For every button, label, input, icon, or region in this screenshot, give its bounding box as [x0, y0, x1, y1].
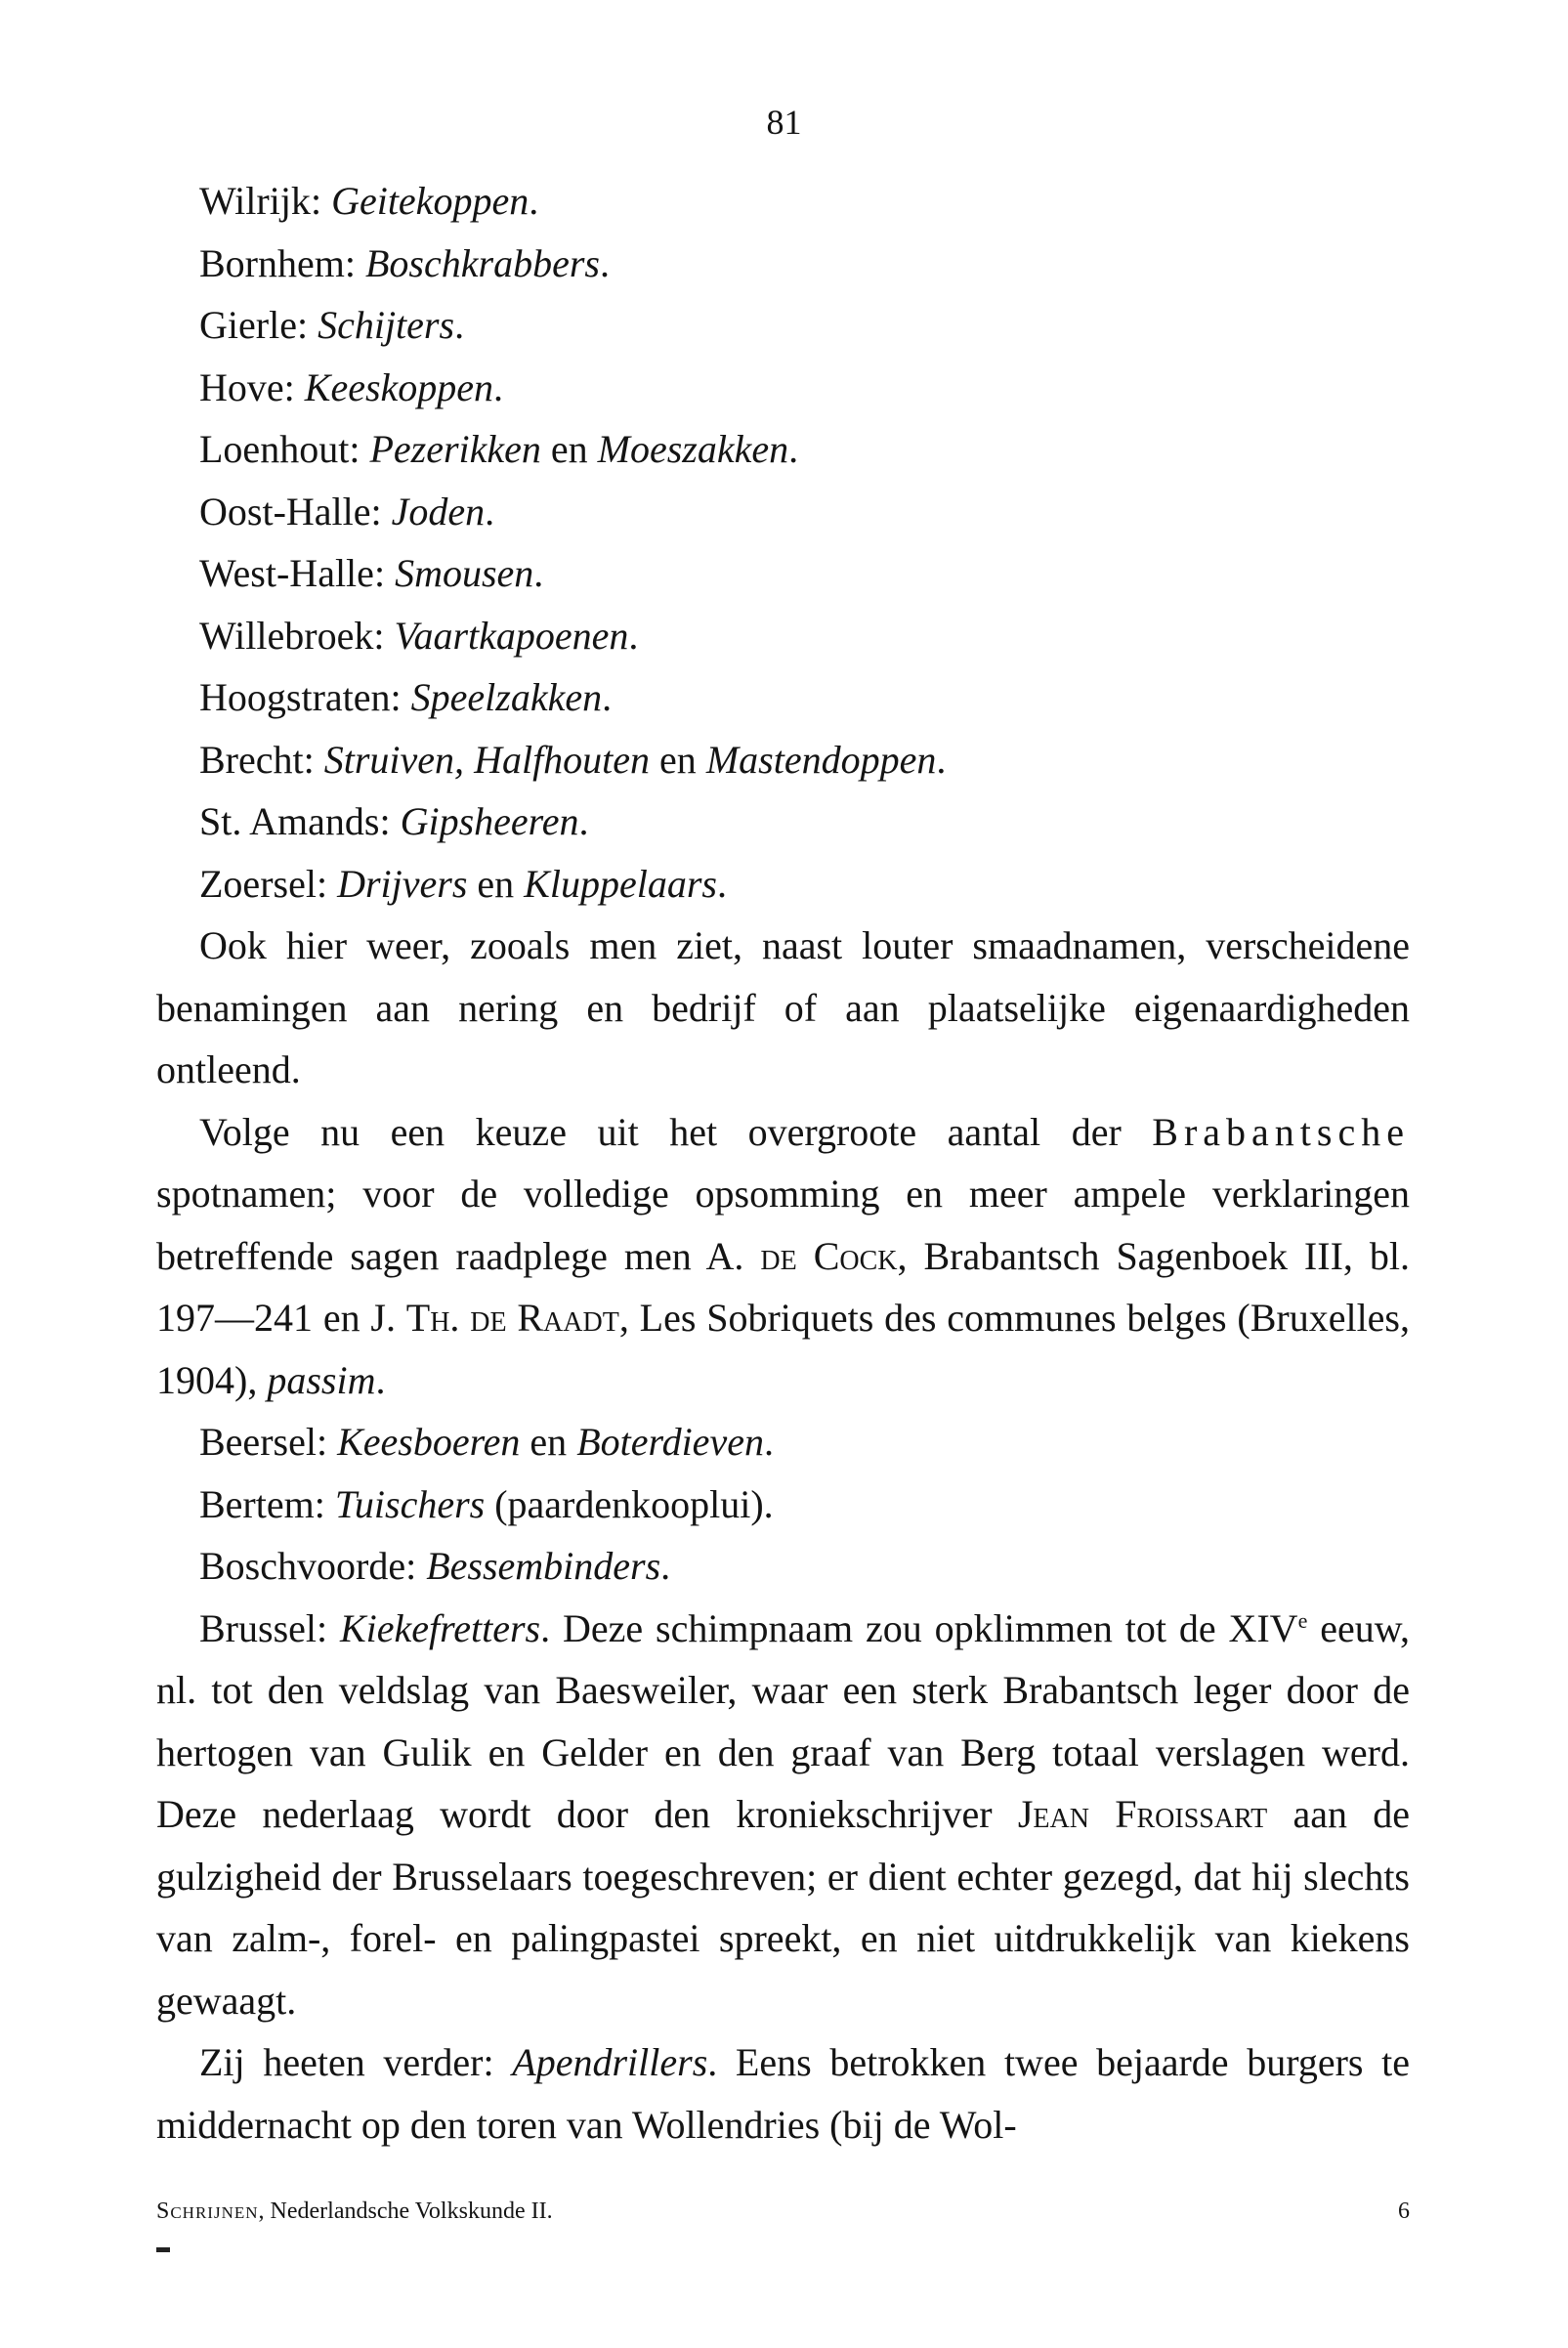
name-join: en — [540, 427, 598, 471]
nickname: Smousen — [395, 551, 534, 595]
brussel-place: Brussel — [199, 1605, 317, 1650]
para4-text-2: Eens betrokken twee bejaarde burgers te middernacht op den toren van Wollendries (bij de Wol- — [156, 2040, 1410, 2147]
nickname-entry: Bornhem: Boschkrabbers. — [199, 240, 610, 285]
author-de-cock: de Cock — [760, 1233, 898, 1278]
para3-text-2: eeuw, nl. tot den veldslag van Baesweiler, waar een sterk Brabantsch leger door de hertogen van Gulik en Gelder en den graaf van Berg totaal verslagen werd. Deze nederlaag wordt door den kroniekschrijver — [156, 1605, 1410, 1836]
nickname: Halfhouten — [474, 737, 651, 782]
place-name: Bornhem — [199, 240, 345, 285]
para2-text-4: , Les Sobriquets des communes belges (Bruxelles, 1904), — [156, 1296, 1410, 1402]
author-de-raadt: Th. de Raadt — [405, 1296, 619, 1340]
entry-note: (paardenkooplui). — [485, 1481, 774, 1526]
footer-author: Schrijnen — [156, 2199, 259, 2224]
nickname: Struiven, — [323, 737, 465, 782]
nickname-entry: Beersel: Keesboeren en Boterdieven. — [199, 1420, 774, 1464]
nickname: Speelzakken — [410, 675, 603, 719]
place-name: Wilrijk — [199, 179, 311, 223]
para3-text-3: aan de gulzigheid der Brusselaars toegeschreven; er dient echter gezegd, dat hij slechts van zalm-, forel- en palingpastei spreekt, en niet uitdrukkelijk van kiekens gewaagt. — [156, 1792, 1411, 2023]
place-name: Boschvoorde — [199, 1544, 406, 1588]
footer-title: , Nederlandsche Volkskunde II. — [258, 2199, 553, 2224]
nickname: Kluppelaars — [524, 861, 717, 906]
passim-italic: passim — [267, 1357, 376, 1402]
name-join: en — [650, 737, 706, 782]
name-join: en — [467, 861, 525, 906]
paragraph-volge-nu — [156, 1101, 1410, 1412]
place-name: Oost-Halle — [199, 489, 371, 534]
place-name: Willebroek — [199, 613, 374, 658]
place-name: Hove — [199, 364, 284, 409]
place-name: Zoersel — [199, 861, 317, 906]
page-footer — [156, 2199, 1410, 2225]
nickname: Boschkrabbers — [365, 240, 600, 285]
place-name: Gierle — [199, 303, 297, 347]
nickname: Gipsheeren — [400, 799, 579, 843]
nickname: Tuischers — [334, 1481, 486, 1526]
ink-mark — [156, 2247, 170, 2252]
name-join — [464, 738, 474, 782]
author-froissart: Jean Froissart — [1017, 1792, 1268, 1836]
nickname: Geitekoppen — [331, 179, 530, 223]
apendrillers-italic: Apendrillers — [512, 2040, 708, 2084]
nickname-entry: Willebroek: Vaartkapoenen. — [199, 613, 639, 658]
para3-text-1: Deze schimpnaam zou opklimmen tot de XIV — [550, 1605, 1298, 1650]
nickname-entry: Zoersel: Drijvers en Kluppelaars. — [199, 861, 727, 906]
nickname-list-antwerp — [156, 170, 1410, 915]
nickname: Bessembinders — [426, 1544, 661, 1588]
nickname: Keesboeren — [337, 1420, 521, 1464]
nickname-entry: Gierle: Schijters. — [199, 303, 465, 347]
spaced-word-brabantsche: Brabantsche — [1152, 1109, 1410, 1154]
sheet-number: 6 — [1398, 2199, 1410, 2224]
paragraph-ook-hier: Ook hier weer, zooals men ziet, naast louter smaadnamen, verscheidene benamingen aan nering en bedrijf of aan plaatselijke eigenaardigheden ontleend. — [156, 923, 1410, 1091]
nickname: Vaartkapoenen — [394, 613, 629, 658]
nickname-entry: Boschvoorde: Bessembinders. — [199, 1544, 671, 1588]
place-name: Bertem — [199, 1481, 315, 1526]
nickname: Drijvers — [337, 861, 468, 906]
paragraph-brussel: Brussel: Kiekefretters. Deze schimpnaam zou opklimmen tot de XIVe eeuw, nl. tot den veldslag van Baesweiler, waar een sterk Brabantsch leger door de hertogen van Gulik en Gelder en den graaf van Berg totaal verslagen werd. Deze nederlaag wordt door den kroniekschrijver Jean Froissart aan de gulzigheid der Brusselaars toegeschreven; er dient echter gezegd, dat hij slechts van zalm-, forel- en palingpastei spreekt, en niet uitdrukkelijk van kiekens gewaagt. — [156, 1605, 1411, 2023]
nickname-entry: West-Halle: Smousen. — [199, 551, 544, 595]
para2-text-2: spotnamen; voor de volledige opsomming en meer ampele verklaringen betreffende sagen raadplege men A. — [156, 1172, 1410, 1278]
nickname-entry: Wilrijk: Geitekoppen. — [199, 179, 539, 223]
nickname-entry: Brecht: Struiven, Halfhouten en Mastendoppen. — [199, 737, 947, 782]
nickname-entry: Hoogstraten: Speelzakken. — [199, 675, 613, 719]
place-name: St. Amands — [199, 799, 380, 843]
nickname-entry: Loenhout: Pezerikken en Moeszakken. — [199, 427, 799, 471]
signature-line — [156, 2199, 553, 2225]
name-join: en — [520, 1420, 577, 1464]
nickname: Mastendoppen — [705, 737, 937, 782]
para4-text-1: Zij heeten verder: — [199, 2040, 513, 2084]
nickname: Schijters — [318, 303, 455, 347]
nickname: Joden — [391, 489, 486, 534]
nickname: Moeszakken — [597, 427, 789, 471]
paragraph-zij-heeten: Zij heeten verder: Apendrillers. Eens betrokken twee bejaarde burgers te middernacht op den toren van Wollendries (bij de Wol- — [156, 2040, 1410, 2147]
brussel-nickname: Kiekefretters — [339, 1605, 541, 1650]
nickname: Pezerikken — [369, 427, 541, 471]
page-body — [156, 170, 1410, 2156]
nickname-entry: Oost-Halle: Joden. — [199, 489, 495, 534]
place-name: Loenhout — [199, 427, 350, 471]
para2-text-3: , Brabantsch Sagenboek III, bl. 197—241 en J. — [156, 1233, 1411, 1340]
nickname-entry: St. Amands: Gipsheeren. — [199, 799, 589, 843]
century-superscript: e — [1297, 1607, 1308, 1633]
nickname-entry: Hove: Keeskoppen. — [199, 364, 504, 409]
page-number: 81 — [766, 103, 802, 142]
place-name: Beersel — [199, 1420, 317, 1464]
place-name: West-Halle — [199, 551, 374, 595]
nickname: Keeskoppen — [304, 364, 494, 409]
nickname-list-brabant — [156, 1411, 1410, 1598]
nickname: Boterdieven — [576, 1420, 764, 1464]
place-name: Hoogstraten — [199, 675, 391, 719]
place-name: Brecht — [199, 737, 304, 782]
nickname-entry: Bertem: Tuischers (paardenkooplui). — [199, 1481, 774, 1526]
para2-text-5: . — [375, 1357, 386, 1402]
para2-text-1: Volge nu een keuze uit het overgroote aantal der — [199, 1109, 1153, 1154]
